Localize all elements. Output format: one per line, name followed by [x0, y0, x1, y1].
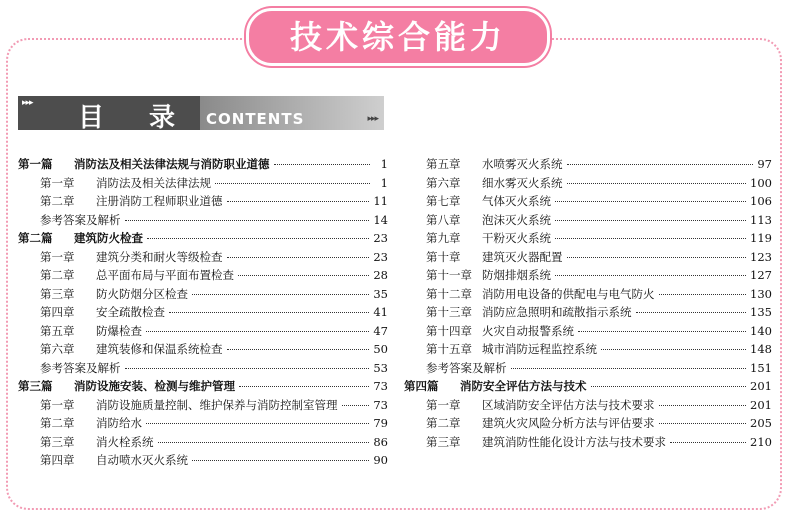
toc-chapter-row[interactable]	[18, 415, 388, 434]
toc-chapter-row[interactable]	[18, 193, 388, 212]
toc-leader-dots	[601, 349, 746, 350]
toc-left-column	[18, 156, 388, 471]
arrow-right-icon: ▸▸▸	[367, 114, 378, 124]
toc-leader-dots	[239, 386, 369, 387]
toc-entry-title: 建筑分类和耐火等级检查	[96, 249, 223, 264]
toc-leader-dots	[215, 183, 370, 184]
toc-entry-page: 28	[373, 268, 388, 282]
toc-entry-number: 第十三章	[426, 305, 472, 319]
toc-chapter-row[interactable]	[18, 212, 388, 231]
page-title: 技术综合能力	[246, 8, 550, 66]
toc-entry-number: 第一章	[40, 397, 75, 412]
toc-entry-page: 73	[373, 397, 388, 412]
contents-banner	[18, 96, 384, 133]
toc-entry-page: 23	[373, 231, 388, 245]
toc-entry-number: 第一章	[40, 175, 75, 190]
toc-entry-title: 安全疏散检查	[96, 305, 165, 319]
toc-leader-dots	[227, 201, 370, 202]
banner-heading: 目 录	[78, 103, 194, 133]
toc-chapter-row[interactable]	[404, 341, 772, 360]
toc-chapter-row[interactable]	[18, 452, 388, 471]
toc-chapter-row[interactable]	[18, 267, 388, 286]
toc-leader-dots	[578, 331, 746, 332]
toc-leader-dots	[125, 368, 370, 369]
toc-chapter-row[interactable]	[18, 323, 388, 342]
toc-chapter-row[interactable]	[404, 397, 772, 416]
toc-entry-title: 消防设施安装、检测与维护管理	[74, 379, 235, 393]
toc-entry-page: 1	[380, 157, 388, 171]
toc-entry-page: 41	[373, 305, 388, 319]
toc-leader-dots	[192, 460, 369, 461]
toc-chapter-row[interactable]	[18, 434, 388, 453]
toc-entry-title: 防烟排烟系统	[482, 268, 551, 282]
toc-entry-page: 11	[373, 194, 388, 208]
toc-entry-title: 参考答案及解析	[40, 360, 121, 375]
toc-leader-dots	[670, 442, 746, 443]
toc-leader-dots	[169, 312, 369, 313]
toc-entry-number: 第三章	[40, 434, 75, 449]
toc-entry-title: 区域消防安全评估方法与技术要求	[482, 397, 655, 412]
toc-entry-title: 建筑消防性能化设计方法与技术要求	[482, 434, 666, 449]
toc-chapter-row[interactable]	[18, 304, 388, 323]
toc-leader-dots	[555, 238, 746, 239]
toc-entry-page: 97	[757, 157, 772, 171]
toc-chapter-row[interactable]	[404, 304, 772, 323]
toc-right-column	[404, 156, 772, 452]
toc-leader-dots	[659, 423, 747, 424]
toc-entry-number: 第五章	[426, 157, 461, 171]
toc-entry-number: 第十四章	[426, 323, 472, 338]
toc-entry-title: 注册消防工程师职业道德	[96, 194, 223, 208]
toc-entry-number: 第二章	[40, 416, 75, 430]
toc-entry-title: 建筑灭火器配置	[482, 249, 563, 264]
toc-entry-number: 第一篇	[18, 157, 53, 171]
toc-leader-dots	[227, 349, 370, 350]
toc-entry-page: 100	[750, 175, 772, 190]
toc-entry-number: 第三篇	[18, 379, 53, 393]
toc-entry-page: 86	[373, 434, 388, 449]
toc-entry-number: 第十章	[426, 249, 461, 264]
toc-chapter-row[interactable]	[18, 175, 388, 194]
toc-entry-page: 130	[750, 286, 772, 301]
toc-entry-page: 79	[373, 416, 388, 430]
toc-part-row[interactable]	[18, 156, 388, 175]
toc-entry-title: 消防用电设备的供配电与电气防火	[482, 286, 655, 301]
toc-entry-title: 建筑防火检查	[74, 231, 143, 245]
toc-entry-title: 防爆检查	[96, 323, 142, 338]
toc-entry-title: 消防设施质量控制、维护保养与消防控制室管理	[96, 397, 338, 412]
toc-entry-number: 第二篇	[18, 231, 53, 245]
toc-entry-number: 第九章	[426, 231, 461, 245]
toc-entry-page: 201	[750, 397, 772, 412]
toc-entry-title: 建筑装修和保温系统检查	[96, 342, 223, 356]
toc-part-row[interactable]	[404, 378, 772, 397]
toc-chapter-row[interactable]	[404, 323, 772, 342]
toc-entry-title: 消防应急照明和疏散指示系统	[482, 305, 632, 319]
toc-entry-page: 201	[750, 379, 772, 393]
toc-leader-dots	[659, 405, 747, 406]
toc-chapter-row[interactable]	[404, 360, 772, 379]
toc-entry-number: 第二章	[40, 194, 75, 208]
toc-chapter-row[interactable]	[404, 156, 772, 175]
toc-leader-dots	[567, 183, 747, 184]
toc-entry-page: 113	[750, 212, 772, 227]
toc-entry-page: 73	[373, 379, 388, 393]
toc-entry-number: 第四篇	[404, 379, 439, 393]
toc-entry-number: 第四章	[40, 453, 75, 467]
toc-leader-dots	[555, 275, 746, 276]
toc-leader-dots	[125, 220, 370, 221]
toc-leader-dots	[342, 405, 370, 406]
toc-chapter-row[interactable]	[18, 286, 388, 305]
toc-entry-number: 第三章	[426, 434, 461, 449]
toc-chapter-row[interactable]	[404, 193, 772, 212]
toc-entry-title: 气体灭火系统	[482, 194, 551, 208]
toc-leader-dots	[511, 368, 747, 369]
toc-entry-title: 细水雾灭火系统	[482, 175, 563, 190]
toc-entry-page: 53	[373, 360, 388, 375]
toc-chapter-row[interactable]	[18, 341, 388, 360]
toc-entry-page: 106	[750, 194, 772, 208]
toc-entry-title: 自动喷水灭火系统	[96, 453, 188, 467]
toc-entry-title: 消防法及相关法律法规	[96, 175, 211, 190]
toc-entry-title: 消防给水	[96, 416, 142, 430]
toc-chapter-row[interactable]	[404, 415, 772, 434]
arrow-left-icon: ▸▸▸	[22, 98, 33, 108]
toc-entry-title: 总平面布局与平面布置检查	[96, 268, 234, 282]
toc-leader-dots	[146, 423, 369, 424]
toc-entry-page: 14	[373, 212, 388, 227]
toc-part-row[interactable]	[18, 378, 388, 397]
toc-entry-title: 消防安全评估方法与技术	[460, 379, 587, 393]
toc-chapter-row[interactable]	[18, 397, 388, 416]
toc-leader-dots	[146, 331, 369, 332]
toc-entry-number: 第五章	[40, 323, 75, 338]
toc-entry-page: 23	[373, 249, 388, 264]
toc-entry-page: 90	[373, 453, 388, 467]
toc-entry-title: 城市消防远程监控系统	[482, 342, 597, 356]
toc-entry-page: 47	[373, 323, 388, 338]
toc-entry-number: 第十二章	[426, 286, 472, 301]
toc-leader-dots	[659, 294, 747, 295]
toc-leader-dots	[567, 257, 747, 258]
toc-chapter-row[interactable]	[404, 286, 772, 305]
toc-entry-title: 火灾自动报警系统	[482, 323, 574, 338]
toc-entry-number: 第七章	[426, 194, 461, 208]
toc-entry-title: 泡沫灭火系统	[482, 212, 551, 227]
toc-entry-number: 第十五章	[426, 342, 472, 356]
toc-leader-dots	[158, 442, 370, 443]
toc-entry-page: 205	[750, 416, 772, 430]
toc-entry-page: 119	[750, 231, 772, 245]
toc-entry-number: 第十一章	[426, 268, 472, 282]
toc-chapter-row[interactable]	[18, 360, 388, 379]
toc-entry-number: 第四章	[40, 305, 75, 319]
toc-chapter-row[interactable]	[404, 267, 772, 286]
toc-leader-dots	[147, 238, 369, 239]
toc-leader-dots	[274, 164, 371, 165]
toc-entry-page: 140	[750, 323, 772, 338]
toc-leader-dots	[636, 312, 747, 313]
toc-part-row[interactable]	[18, 230, 388, 249]
toc-chapter-row[interactable]	[404, 175, 772, 194]
toc-leader-dots	[227, 257, 370, 258]
toc-entry-page: 123	[750, 249, 772, 264]
toc-chapter-row[interactable]	[404, 434, 772, 453]
toc-entry-page: 1	[380, 175, 388, 190]
toc-entry-page: 135	[750, 305, 772, 319]
toc-entry-number: 第八章	[426, 212, 461, 227]
toc-entry-number: 第六章	[426, 175, 461, 190]
toc-leader-dots	[555, 201, 746, 202]
toc-entry-number: 第一章	[40, 249, 75, 264]
toc-entry-page: 127	[750, 268, 772, 282]
toc-leader-dots	[567, 164, 754, 165]
toc-entry-title: 干粉灭火系统	[482, 231, 551, 245]
toc-entry-title: 消火栓系统	[96, 434, 154, 449]
toc-entry-title: 参考答案及解析	[40, 212, 121, 227]
toc-leader-dots	[555, 220, 746, 221]
toc-chapter-row[interactable]	[404, 212, 772, 231]
toc-entry-page: 50	[373, 342, 388, 356]
toc-entry-number: 第一章	[426, 397, 461, 412]
toc-entry-title: 消防法及相关法律法规与消防职业道德	[74, 157, 270, 171]
toc-entry-title: 建筑火灾风险分析方法与评估要求	[482, 416, 655, 430]
toc-entry-title: 水喷雾灭火系统	[482, 157, 563, 171]
toc-entry-title: 参考答案及解析	[426, 360, 507, 375]
toc-leader-dots	[238, 275, 369, 276]
toc-entry-page: 151	[750, 360, 772, 375]
toc-entry-number: 第六章	[40, 342, 75, 356]
toc-entry-page: 210	[750, 434, 772, 449]
banner-contents-label: CONTENTS	[206, 110, 305, 128]
toc-leader-dots	[192, 294, 369, 295]
toc-entry-number: 第二章	[426, 416, 461, 430]
toc-entry-number: 第三章	[40, 286, 75, 301]
toc-entry-page: 35	[373, 286, 388, 301]
toc-entry-title: 防火防烟分区检查	[96, 286, 188, 301]
toc-chapter-row[interactable]	[18, 249, 388, 268]
toc-leader-dots	[591, 386, 747, 387]
toc-chapter-row[interactable]	[404, 249, 772, 268]
toc-entry-page: 148	[750, 342, 772, 356]
toc-chapter-row[interactable]	[404, 230, 772, 249]
toc-entry-number: 第二章	[40, 268, 75, 282]
